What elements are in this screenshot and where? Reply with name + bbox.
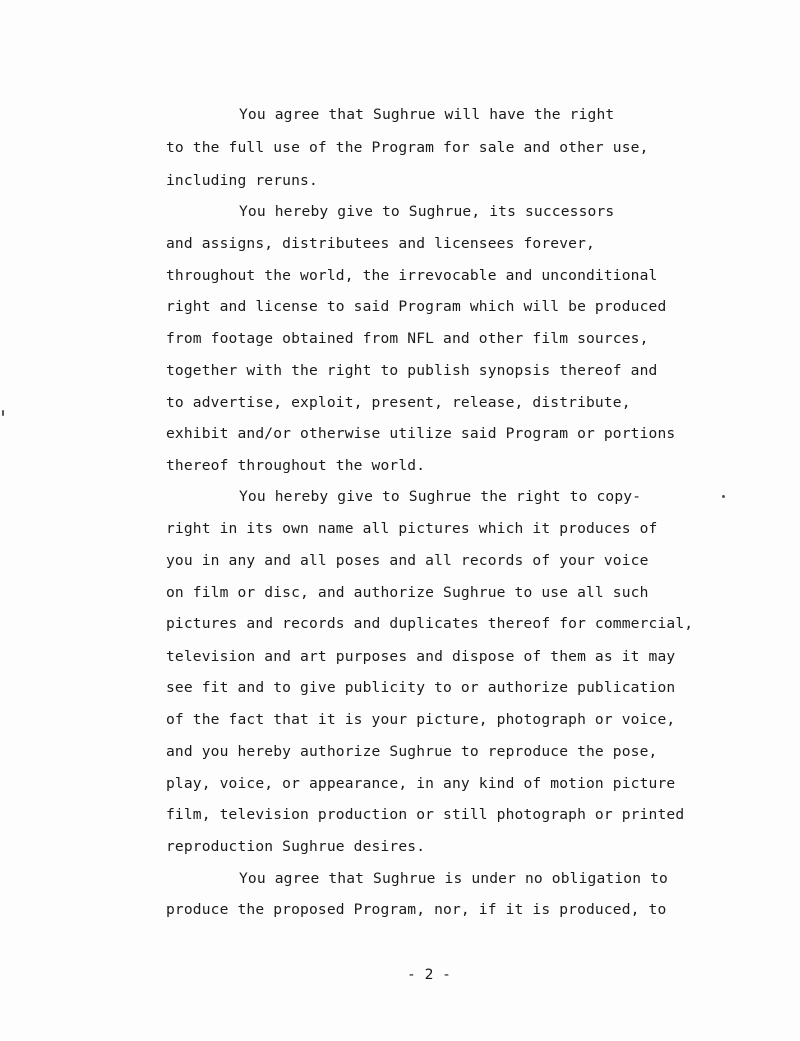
- text-line: throughout the world, the irrevocable and unconditional: [166, 267, 658, 284]
- text-line: You agree that Sughrue will have the right: [239, 106, 615, 123]
- text-line: to advertise, exploit, present, release, distribute,: [166, 394, 631, 411]
- text-line: reproduction Sughrue desires.: [166, 838, 426, 855]
- text-line: to the full use of the Program for sale and other use,: [166, 139, 649, 156]
- text-line: including reruns.: [166, 172, 318, 189]
- text-line: and assigns, distributees and licensees forever,: [166, 235, 595, 252]
- text-line: on film or disc, and authorize Sughrue to use all such: [166, 584, 649, 601]
- text-line: you in any and all poses and all records of your voice: [166, 552, 649, 569]
- text-line: thereof throughout the world.: [166, 457, 426, 474]
- text-line: exhibit and/or otherwise utilize said Program or portions: [166, 425, 676, 442]
- text-line: pictures and records and duplicates thereof for commercial,: [166, 615, 694, 632]
- text-line: You agree that Sughrue is under no obligation to: [239, 870, 668, 887]
- text-line: and you hereby authorize Sughrue to reproduce the pose,: [166, 743, 658, 760]
- text-line: right and license to said Program which will be produced: [166, 298, 667, 315]
- scan-speck: [2, 410, 4, 416]
- text-line: from footage obtained from NFL and other film sources,: [166, 330, 649, 347]
- page-number: - 2 -: [407, 966, 451, 983]
- text-line: see fit and to give publicity to or authorize publication: [166, 679, 676, 696]
- text-line: television and art purposes and dispose of them as it may: [166, 648, 676, 665]
- text-line: of the fact that it is your picture, photograph or voice,: [166, 711, 676, 728]
- text-line: right in its own name all pictures which it produces of: [166, 520, 658, 537]
- text-line: You hereby give to Sughrue the right to copy-: [239, 488, 642, 505]
- text-line: film, television production or still photograph or printed: [166, 806, 685, 823]
- text-line: play, voice, or appearance, in any kind of motion picture: [166, 775, 676, 792]
- text-line: You hereby give to Sughrue, its successors: [239, 203, 615, 220]
- text-line: produce the proposed Program, nor, if it is produced, to: [166, 901, 667, 918]
- text-line: together with the right to publish synopsis thereof and: [166, 362, 658, 379]
- scan-speck: [722, 495, 725, 498]
